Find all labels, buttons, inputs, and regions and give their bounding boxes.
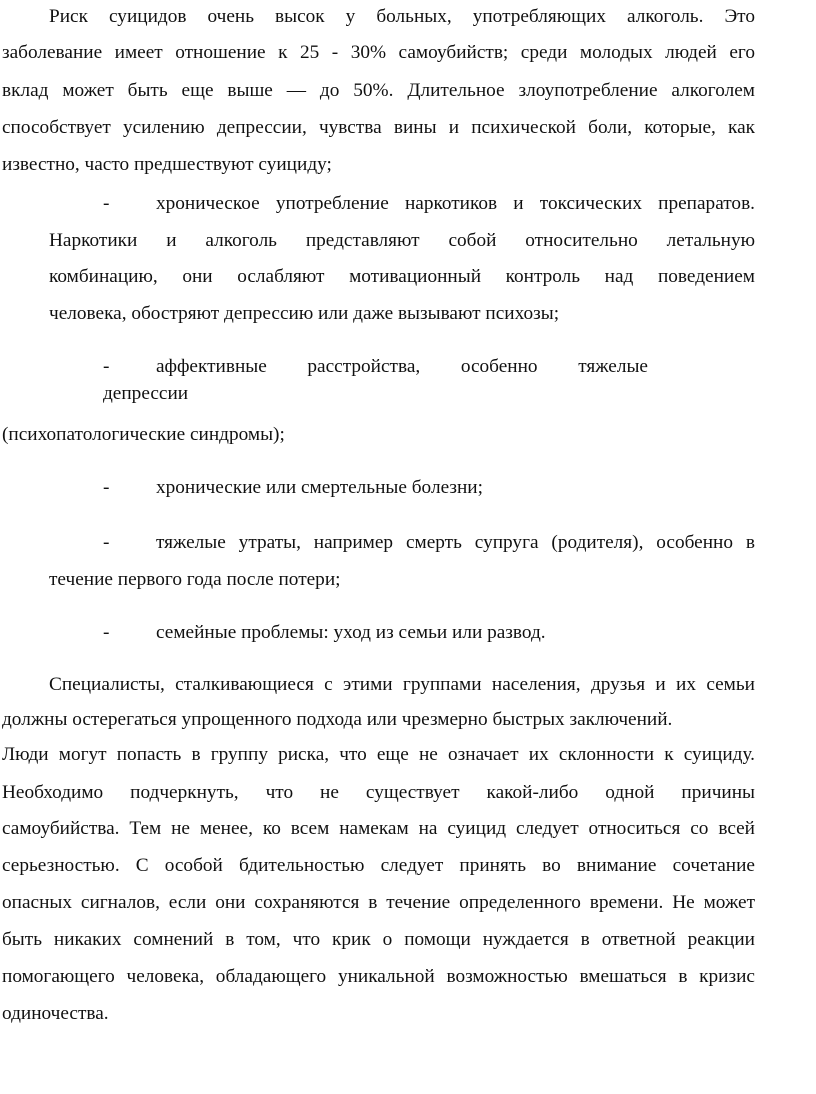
- text-line: заболевание имеет отношение к 25 - 30% самоубийств; среди молодых людей его: [2, 42, 755, 63]
- text-line: Специалисты, сталкивающиеся с этими группами населения, друзья и их семьи: [49, 674, 755, 695]
- text-line: известно, часто предшествуют суициду;: [2, 154, 332, 175]
- text-line: быть никаких сомнений в том, что крик о помощи нуждается в ответной реакции: [2, 929, 755, 950]
- text-line: способствует усилению депрессии, чувства вины и психической боли, которые, как: [2, 117, 755, 138]
- text-line: депрессии: [103, 383, 189, 404]
- list-dash: -: [103, 193, 110, 214]
- text-line: одиночества.: [2, 1003, 109, 1024]
- text-line: Риск суицидов очень высок у больных, употребляющих алкоголь. Это: [49, 6, 755, 27]
- text-line: течение первого года после потери;: [49, 569, 341, 590]
- list-dash: -: [103, 356, 110, 377]
- text-line: помогающего человека, обладающего уникальной возможностью вмешаться в кризис: [2, 966, 755, 987]
- list-dash: -: [103, 532, 110, 553]
- text-line: самоубийства. Тем не менее, ко всем намекам на суицид следует относиться со всей: [2, 818, 755, 839]
- list-dash: -: [103, 622, 110, 643]
- text-line: Люди могут попасть в группу риска, что еще не означает их склонности к суициду.: [2, 744, 755, 765]
- text-line: должны остерегаться упрощенного подхода или чрезмерно быстрых заключений.: [2, 709, 673, 730]
- text-line: Наркотики и алкоголь представляют собой относительно летальную: [49, 230, 755, 251]
- text-line: комбинацию, они ослабляют мотивационный контроль над поведением: [49, 266, 755, 287]
- text-line: опасных сигналов, если они сохраняются в течение определенного времени. Не может: [2, 892, 755, 913]
- text-line: семейные проблемы: уход из семьи или развод.: [156, 622, 546, 643]
- text-line: серьезностью. С особой бдительностью следует принять во внимание сочетание: [2, 855, 755, 876]
- text-line: хронические или смертельные болезни;: [156, 477, 483, 498]
- text-line: вклад может быть еще выше — до 50%. Длительное злоупотребление алкоголем: [2, 80, 755, 101]
- list-dash: -: [103, 477, 110, 498]
- text-line: человека, обостряют депрессию или даже вызывают психозы;: [49, 303, 560, 324]
- text-line: Необходимо подчеркнуть, что не существует какой-либо одной причины: [2, 782, 755, 803]
- text-line: (психопатологические синдромы);: [2, 424, 285, 445]
- text-line: хроническое употребление наркотиков и токсических препаратов.: [156, 193, 755, 214]
- text-line: тяжелые утраты, например смерть супруга (родителя), особенно в: [156, 532, 755, 553]
- text-line: аффективные расстройства, особенно тяжелые: [156, 356, 648, 377]
